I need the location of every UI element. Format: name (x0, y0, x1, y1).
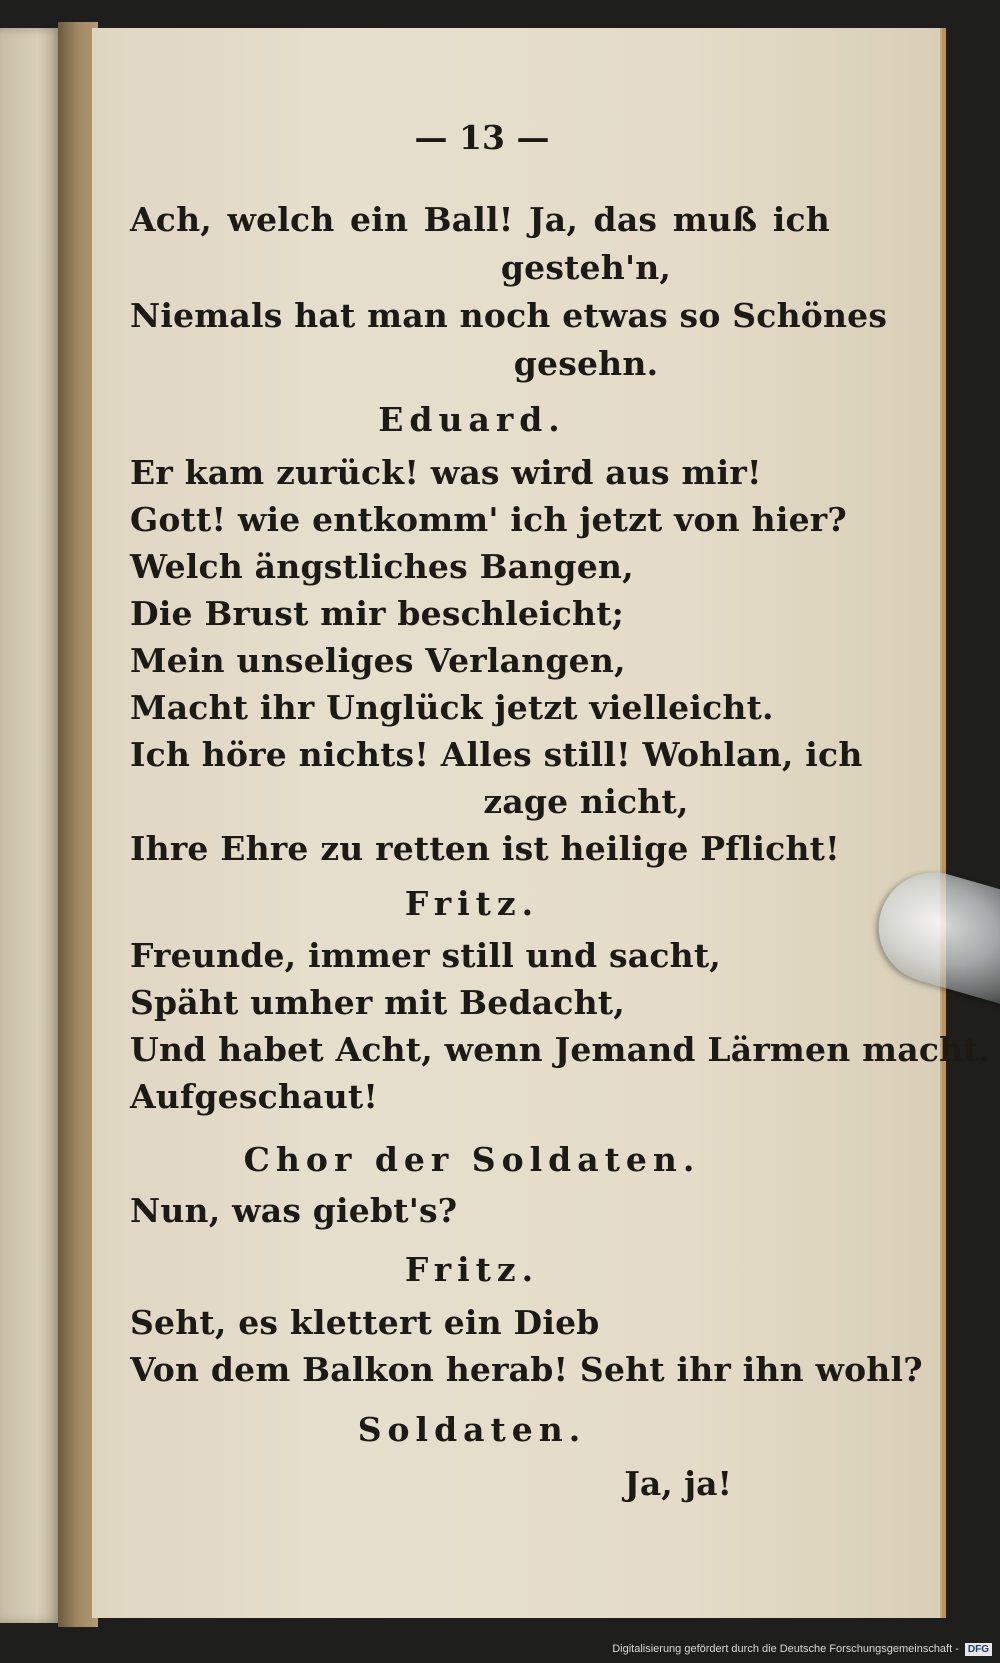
speaker-name: Eduard. (378, 400, 566, 439)
digitization-credit (612, 1639, 992, 1659)
verse-line: Welch ängstliches Bangen, (130, 547, 634, 586)
dfg-logo: DFG (965, 1643, 992, 1656)
page-number: — 13 — (414, 118, 550, 157)
verse-line: Niemals hat man noch etwas so Schönes (130, 296, 888, 335)
verse-line: Nun, was giebt's? (130, 1191, 458, 1230)
verse-line: Aufgeschaut! (130, 1077, 379, 1116)
speaker-name: Soldaten. (357, 1410, 587, 1449)
verse-line-continuation: zage nicht, (483, 782, 689, 821)
verse-line: Ach, welch ein Ball! Ja, das muß ich (130, 200, 830, 239)
verse-line-continuation: gesteh'n, (500, 248, 672, 287)
verse-line: Seht, es klettert ein Dieb (130, 1303, 600, 1342)
verse-line: Macht ihr Unglück jetzt vielleicht. (130, 688, 774, 727)
verse-line: Gott! wie entkomm' ich jetzt von hier? (130, 500, 847, 539)
speaker-name: Chor der Soldaten. (243, 1140, 701, 1179)
verse-line: Er kam zurück! was wird aus mir! (130, 453, 762, 492)
speaker-name: Fritz. (404, 884, 540, 923)
verse-line: Die Brust mir beschleicht; (130, 594, 625, 633)
verse-line: Freunde, immer still und sacht, (130, 936, 721, 975)
credit-text: Digitalisierung gefördert durch die Deutsche Forschungsgemeinschaft - (612, 1643, 959, 1655)
verse-line: Ich höre nichts! Alles still! Wohlan, ich (130, 735, 863, 774)
verse-line: Und habet Acht, wenn Jemand Lärmen macht. (130, 1030, 991, 1069)
verse-line: Von dem Balkon herab! Seht ihr ihn wohl? (130, 1350, 923, 1389)
speaker-name: Fritz. (404, 1250, 540, 1289)
book-page (92, 28, 991, 1618)
left-page-edge (0, 28, 62, 1623)
verse-line-continuation: gesehn. (513, 344, 659, 383)
page-text (92, 28, 991, 1618)
verse-line: Ja, ja! (624, 1464, 732, 1503)
verse-line: Späht umher mit Bedacht, (130, 983, 625, 1022)
verse-line: Ihre Ehre zu retten ist heilige Pflicht! (130, 829, 840, 868)
verse-line: Mein unseliges Verlangen, (130, 641, 626, 680)
